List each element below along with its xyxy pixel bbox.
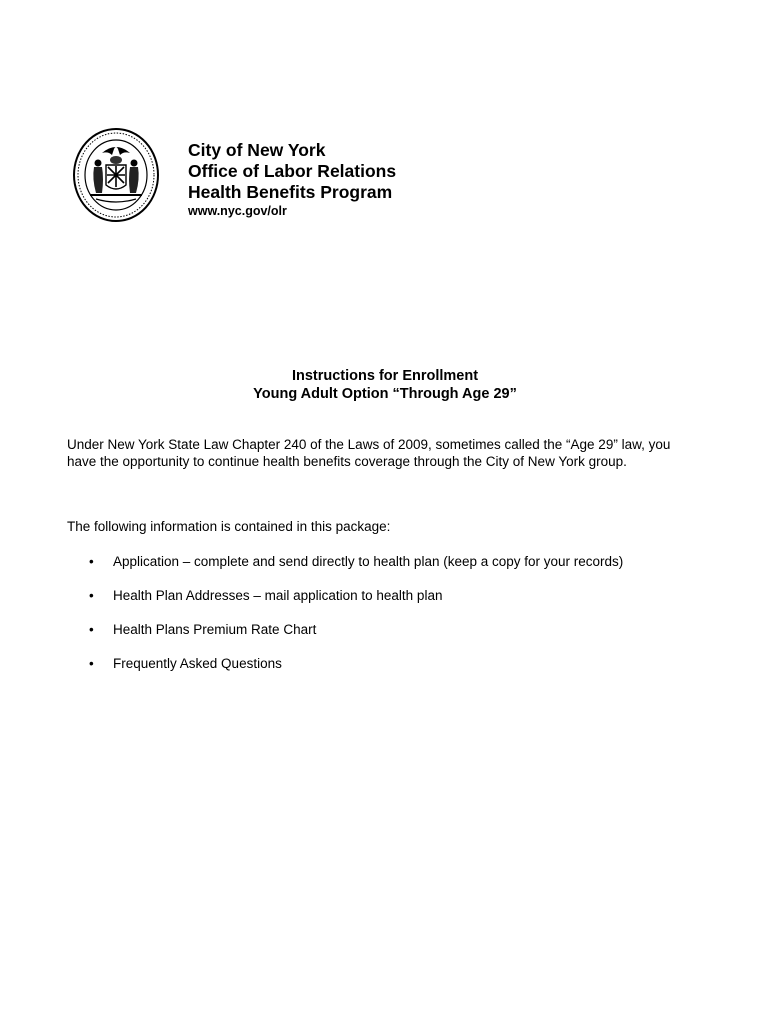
bullet-icon: • xyxy=(89,656,94,671)
bullet-icon: • xyxy=(89,622,94,637)
list-item-text: Health Plans Premium Rate Chart xyxy=(113,622,317,637)
bullet-icon: • xyxy=(89,588,94,603)
list-item-text: Frequently Asked Questions xyxy=(113,656,282,671)
list-item-text: Application – complete and send directly to health plan (keep a copy for your records) xyxy=(113,554,624,569)
title-line-2: Young Adult Option “Through Age 29” xyxy=(253,386,517,402)
list-item-text: Health Plan Addresses – mail application to health plan xyxy=(113,588,443,603)
agency-city: City of New York xyxy=(188,140,326,160)
package-intro: The following information is contained in this package: xyxy=(67,519,391,534)
agency-url: www.nyc.gov/olr xyxy=(188,204,287,218)
document-title xyxy=(0,367,770,403)
agency-program: Health Benefits Program xyxy=(188,182,393,202)
letterhead xyxy=(188,140,396,220)
bullet-icon: • xyxy=(89,554,94,569)
intro-paragraph: Under New York State Law Chapter 240 of the Laws of 2009, sometimes called the “Age 29” law, you have the opportunity to continue health benefits coverage through the City of New York group. xyxy=(67,437,671,469)
city-seal-icon xyxy=(72,127,160,223)
title-line-1: Instructions for Enrollment xyxy=(291,368,479,384)
agency-office: Office of Labor Relations xyxy=(188,161,397,181)
